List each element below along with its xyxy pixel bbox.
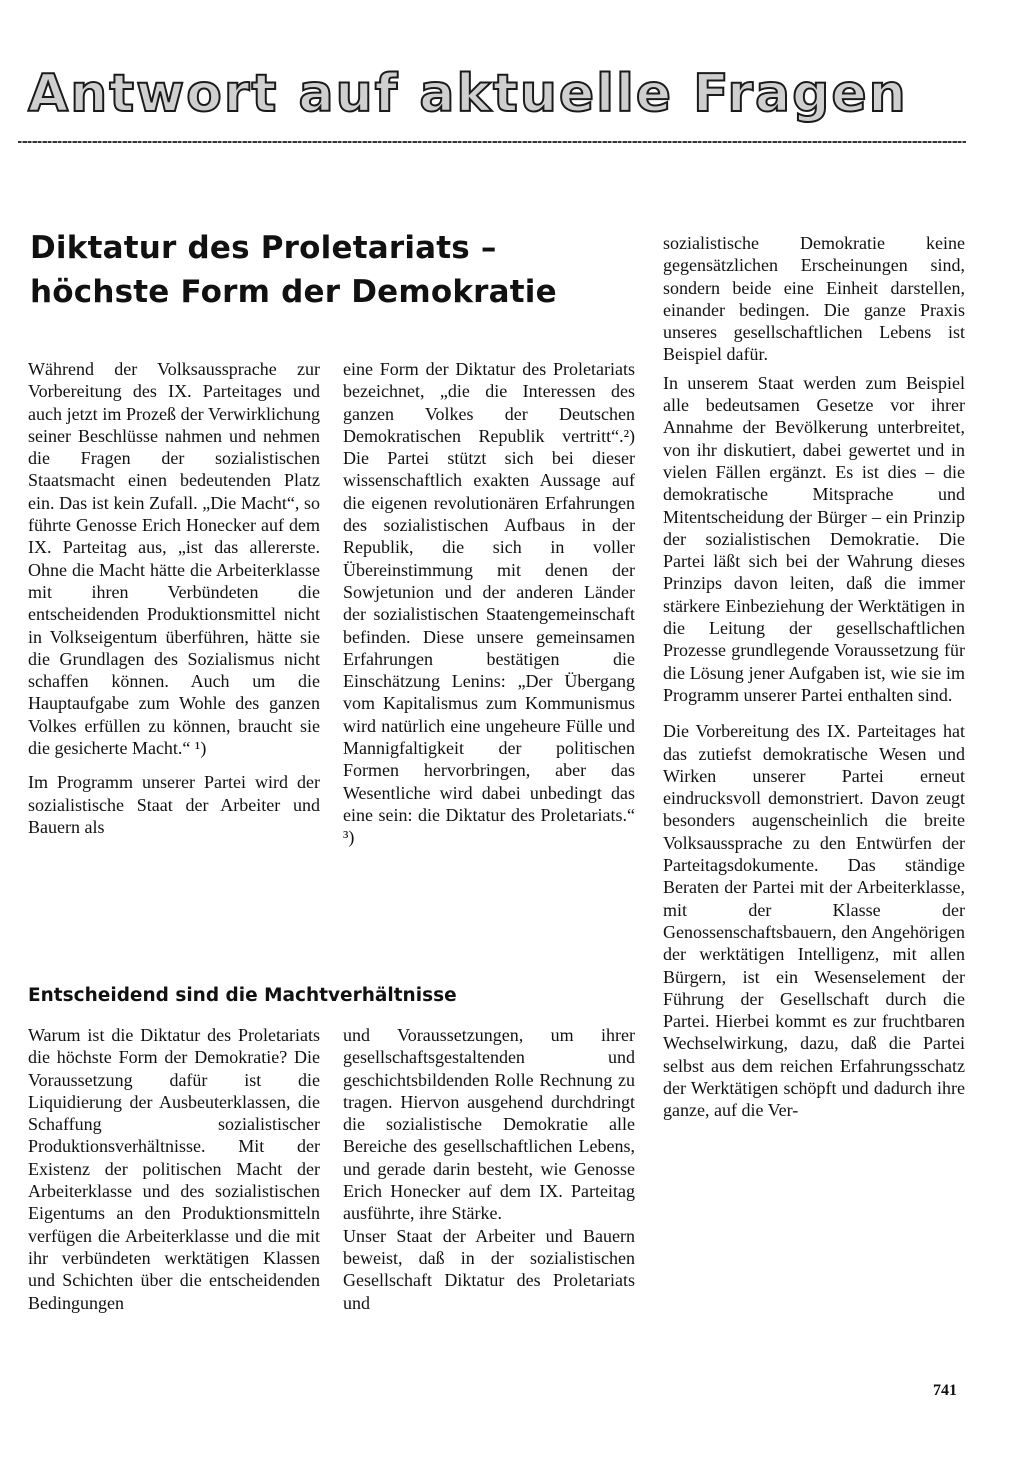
- text-column-1: [28, 358, 320, 838]
- text-column-5: [343, 1024, 635, 1314]
- paragraph-party-congress: Die Vorbereitung des IX. Parteitages hat das zutiefst demokratische Wesen und Wirken unserer Partei erneut eindrucksvoll demonstriert. Davon zeugt besonders augenscheinlich die breite Volksaussprache zu den Entwürfen der Parteitagsdokumente. Das ständige Beraten der Partei mit der Arbeiterklasse, mit der Klasse der Genossenschaftsbauern, den Angehörigen der werktätigen Intelligenz, mit allen Bürgern, ist ein Wesenselement der Führung der Gesellschaft durch die Partei. Hierbei kommt es zur fruchtbaren Wechselwirkung, dazu, daß die Partei selbst aus dem reichen Erfahrungsschatz der Werktätigen schöpft und dadurch ihre ganze, auf die Ver-: [663, 721, 965, 1121]
- paragraph-highest-form: Warum ist die Diktatur des Proletariats die höchste Form der Demokratie? Die Voraussetzung dafür ist die Liquidierung der Ausbeuterklassen, die Schaffung sozialistischer Produktionsverhältnisse. Mit der Existenz der politischen Macht der Arbeiterklasse und des sozialistischen Eigentums an den Produktionsmitteln verfügen die Arbeiterklasse und die mit ihr verbündeten werktätigen Klassen und Schichten über die entscheidenden Bedingungen: [28, 1025, 320, 1313]
- article-headline: [30, 226, 630, 314]
- paragraph-democracy-unity: sozialistische Demokratie keine gegensätzlichen Erscheinungen sind, sondern beide eine Einheit darstellen, einander bedingen. Die ganze Praxis unseres gesellschaftlichen Lebens ist Beispiel dafür.: [663, 233, 965, 365]
- rubric-divider: [18, 141, 966, 143]
- text-column-2: [343, 358, 635, 849]
- text-column-3: [663, 232, 965, 1122]
- section-subheading: Entscheidend sind die Machtverhältnisse: [28, 985, 457, 1006]
- paragraph-intro: Während der Volksaussprache zur Vorbereitung des IX. Parteitages und auch jetzt im Prozeß der Verwirklichung seiner Beschlüsse nahmen und nehmen die Fragen der sozialistischen Staatsmacht einen bedeutenden Platz ein. Das ist kein Zufall. „Die Macht“, so führte Genosse Erich Honecker auf dem IX. Parteitag aus, „ist das allererste. Ohne die Macht hätte die Arbeiterklasse mit ihren Verbündeten die entscheidenden Produktionsmittel nicht in Volkseigentum überführen, hätte sie die Grundlagen des Sozialismus nicht schaffen können. Auch um die Hauptaufgabe zum Wohle des ganzen Volkes erfüllen zu können, braucht sie die gesicherte Macht.“ ¹): [28, 359, 320, 759]
- page-number: 741: [933, 1382, 957, 1399]
- section-rubric-title: Antwort auf aktuelle Fragen: [28, 64, 908, 124]
- headline-line-2: höchste Form der Demokratie: [30, 274, 557, 310]
- paragraph-our-state: Unser Staat der Arbeiter und Bauern beweist, daß in der sozialistischen Gesellschaft Diktatur des Proletariats und: [343, 1225, 635, 1313]
- headline-line-1: Diktatur des Proletariats –: [30, 230, 497, 266]
- paragraph-program: Im Programm unserer Partei wird der sozialistische Staat der Arbeiter und Bauern als: [28, 772, 320, 837]
- paragraph-conditions: und Voraussetzungen, um ihrer gesellschaftsgestaltenden und geschichtsbildenden Rolle Rechnung zu tragen. Hiervon ausgehend durchdringt die sozialistische Demokratie alle Bereiche des gesellschaftlichen Lebens, und gerade darin besteht, wie Genosse Erich Honecker auf dem IX. Parteitag ausführte, ihre Stärke.: [343, 1025, 635, 1224]
- text-column-4: [28, 1024, 320, 1314]
- paragraph-lenin: eine Form der Diktatur des Proletariats bezeichnet, „die die Interessen des ganzen Volkes der Deutschen Demokratischen Republik vertritt“.²) Die Partei stützt sich bei dieser wissenschaftlich exakten Aussage auf die eigenen revolutionären Erfahrungen des sozialistischen Aufbaus in der Republik, die sich in voller Übereinstimmung mit denen der Sowjetunion und der anderen Länder der sozialistischen Staatengemeinschaft befinden. Diese unsere gemeinsamen Erfahrungen bestätigen die Einschätzung Lenins: „Der Übergang vom Kapitalismus zum Kommunismus wird natürlich eine ungeheure Fülle und Mannigfaltigkeit der politischen Formen hervorbringen, aber das Wesentliche wird dabei unbedingt das eine sein: die Diktatur des Proletariats.“ ³): [343, 359, 635, 848]
- paragraph-laws: In unserem Staat werden zum Beispiel alle bedeutsamen Gesetze vor ihrer Annahme der Bevölkerung unterbreitet, von ihr diskutiert, dabei gewertet und in vielen Fällen ergänzt. Es ist dies – die demokratische Mitsprache und Mitentscheidung der Bürger – ein Prinzip der sozialistischen Demokratie. Die Partei läßt sich bei der Wahrung dieses Prinzips davon leiten, daß die immer stärkere Einbeziehung der Werktätigen in die Leitung der gesellschaftlichen Prozesse grundlegende Voraussetzung für die Lösung jener Aufgaben ist, wie sie im Programm unserer Partei enthalten sind.: [663, 372, 965, 705]
